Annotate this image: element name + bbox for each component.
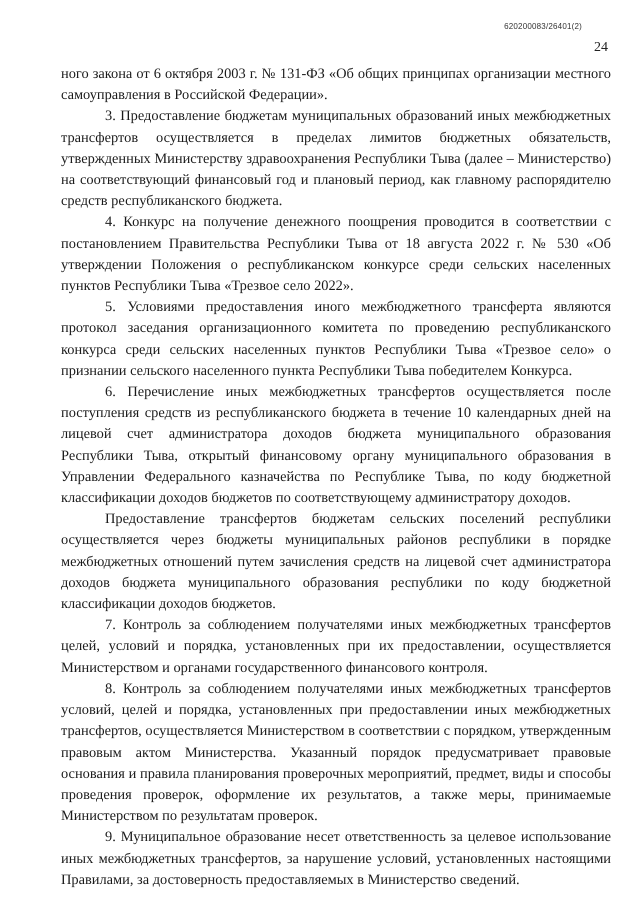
paragraph-rural-settlements: Предоставление трансфертов бюджетам сельских поселений республики осуществляется через бюджеты муниципальных районов республики в порядке межбюджетных отношений путем зачисления средств на лицевой счет администратора доходов бюджета муниципального образования республики по коду бюджетной классификации доходов бюджетов. — [61, 511, 611, 613]
paragraph-continuation: ного закона от 6 октября 2003 г. № 131-ФЗ «Об общих принципах организации местного самоуправления в Российской Федерации». — [61, 66, 611, 104]
document-registration-code: 620200083/26401(2) — [504, 22, 582, 31]
paragraph-9-responsibility: 9. Муниципальное образование несет ответственность за целевое использование иных межбюджетных трансфертов, за нарушение условий, установленных настоящими Правилами, за достоверность предоставляемых в Министерство сведений. — [61, 829, 611, 888]
paragraph-7-control: 7. Контроль за соблюдением получателями иных межбюджетных трансфертов целей, условий и порядка, установленных при их предоставлении, осуществляется Министерством и органами государственного финансового контроля. — [61, 617, 611, 676]
paragraph-5-conditions: 5. Условиями предоставления иного межбюджетного трансферта являются протокол заседания организационного комитета по проведению республиканского конкурса среди сельских населенных пунктов Республики Тыва «Трезвое село» о признании сельского населенного пункта Республики Тыва победителем Конкурса. — [61, 299, 611, 379]
paragraph-8-control-procedure: 8. Контроль за соблюдением получателями иных межбюджетных трансфертов условий, целей и порядка, установленных при предоставлении иных межбюджетных трансфертов, осуществляется Министерством в соответствии с порядком, утвержденным правовым актом Министерства. Указанный порядок предусматривает правовые основания и правила планирования проверочных мероприятий, предмет, виды и способы проведения проверок, оформление их результатов, а также меры, принимаемые Министерством по результатам проверок. — [61, 680, 611, 825]
page-number: 24 — [594, 40, 608, 55]
paragraph-3-budget-limits: 3. Предоставление бюджетам муниципальных образований иных межбюджетных трансфертов осуществляется в пределах лимитов бюджетных обязательств, утвержденных Министерству здравоохранения Республики Тыва (далее – Министерство) на соответствующий финансовый год и плановый период, как главному распорядителю средств республиканского бюджета. — [61, 108, 611, 210]
paragraph-4-contest: 4. Конкурс на получение денежного поощрения проводится в соответствии с постановлением Правительства Республики Тыва от 18 августа 2022 г. № 530 «Об утверждении Положения о республиканском конкурсе среди сельских населенных пунктов Республики Тыва «Трезвое село 2022». — [61, 214, 611, 295]
paragraph-6-transfer: 6. Перечисление иных межбюджетных трансфертов осуществляется после поступления средств из республиканского бюджета в течение 10 календарных дней на лицевой счет администратора доходов бюджета муниципального образования Республики Тыва, открытый финансовому органу муниципального образования в Управлении Федерального казначейства по Республике Тыва, по коду бюджетной классификации доходов бюджетов по соответствующему администратору доходов. — [61, 384, 611, 507]
document-body — [61, 64, 611, 891]
